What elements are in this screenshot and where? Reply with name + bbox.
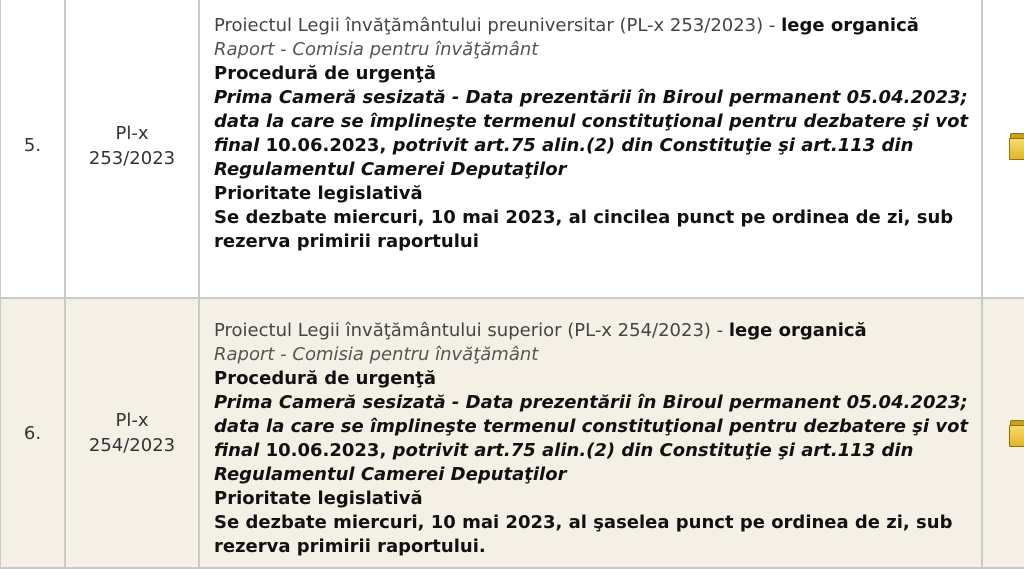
deadline-date: 10.06.2023, xyxy=(259,135,392,156)
documents-cell xyxy=(982,0,1024,298)
bill-code-number: 253/2023 xyxy=(66,146,198,171)
bill-code-number: 254/2023 xyxy=(66,433,198,458)
bill-title[interactable]: Proiectul Legii învăţământului superior (PL-x 254/2023) - xyxy=(214,320,729,341)
deadline-text: Prima Cameră sesizată - Data prezentării în Biroul permanent 05.04.2023; data la care se împlineşte termenul constituţional pentru dezbatere şi vot final xyxy=(214,392,968,461)
priority-label: Prioritate legislativă xyxy=(214,487,971,511)
debate-schedule: Se dezbate miercuri, 10 mai 2023, al cincilea punct pe ordinea de zi, sub rezerva primirii raportului xyxy=(214,206,971,254)
procedure-type: Procedură de urgenţă xyxy=(214,367,971,391)
bill-title[interactable]: Proiectul Legii învăţământului preuniversitar (PL-x 253/2023) - xyxy=(214,15,781,36)
row-number: 6. xyxy=(0,298,65,568)
table-row xyxy=(0,298,1024,568)
folder-icon[interactable] xyxy=(1009,133,1024,159)
bill-description xyxy=(199,298,982,568)
deadline-date: 10.06.2023, xyxy=(259,440,392,461)
row-number: 5. xyxy=(0,0,65,298)
deadline-text: Prima Cameră sesizată - Data prezentării în Biroul permanent 05.04.2023; data la care se împlineşte termenul constituţional pentru dezbatere şi vot final xyxy=(214,87,968,156)
folder-icon[interactable] xyxy=(1009,420,1024,446)
priority-label: Prioritate legislativă xyxy=(214,182,971,206)
deadline-legal-basis: potrivit art.75 alin.(2) din Constituţie şi art.113 din Regulamentul Camerei Deputaţilor xyxy=(214,135,913,180)
deadline-legal-basis: potrivit art.75 alin.(2) din Constituţie şi art.113 din Regulamentul Camerei Deputaţilor xyxy=(214,440,913,485)
bill-description xyxy=(199,0,982,298)
law-type: lege organică xyxy=(781,15,919,36)
bill-code-prefix: Pl-x xyxy=(66,408,198,433)
bill-code-prefix: Pl-x xyxy=(66,121,198,146)
law-type: lege organică xyxy=(729,320,867,341)
procedure-type: Procedură de urgenţă xyxy=(214,62,971,86)
bill-code xyxy=(65,298,199,568)
bill-code xyxy=(65,0,199,298)
committee-report: Raport - Comisia pentru învăţământ xyxy=(214,38,971,62)
debate-schedule: Se dezbate miercuri, 10 mai 2023, al şaselea punct pe ordinea de zi, sub rezerva primirii raportului. xyxy=(214,511,971,559)
committee-report: Raport - Comisia pentru învăţământ xyxy=(214,343,971,367)
documents-cell xyxy=(982,298,1024,568)
